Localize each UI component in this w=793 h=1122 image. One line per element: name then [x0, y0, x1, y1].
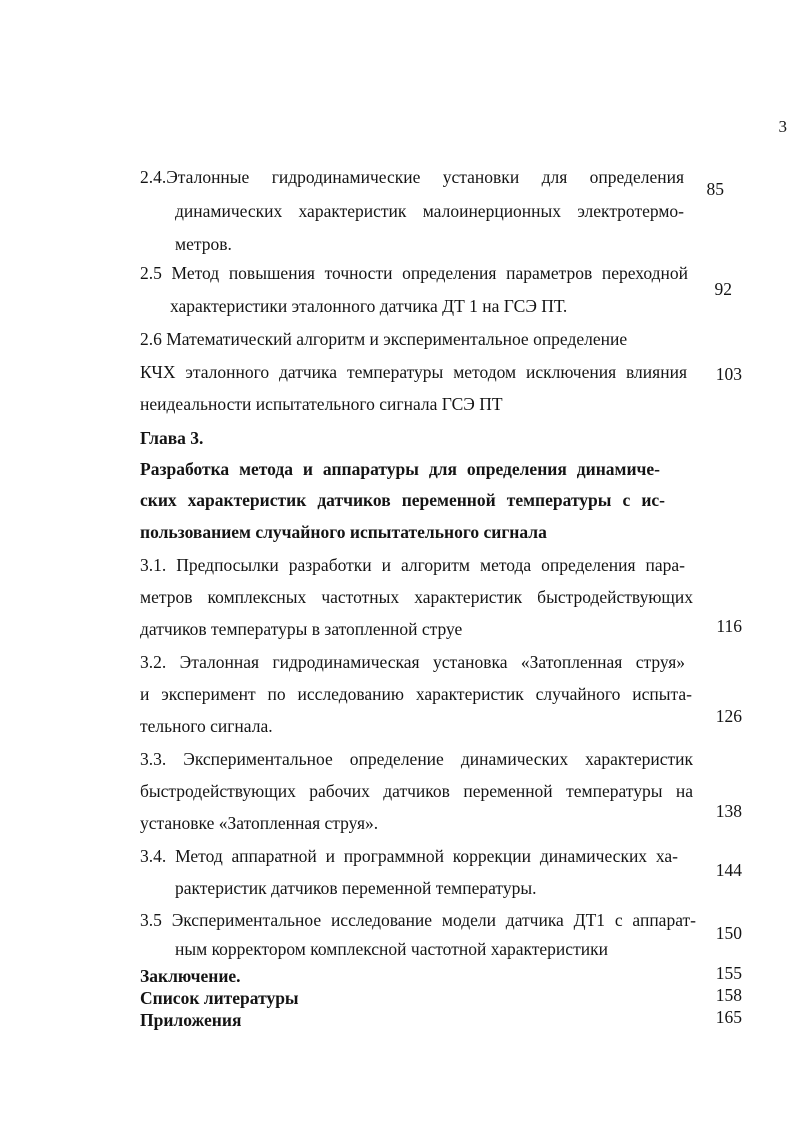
toc-entry-2-4-line-1: 2.4.Эталонные гидродинамические установки для определения [140, 167, 684, 187]
toc-entry-3-3-line-3: установке «Затопленная струя». [140, 813, 379, 833]
toc-entry-2-6-line-1: 2.6 Математический алгоритм и экспериментальное определение [140, 329, 628, 349]
toc-entry-2-6-page: 103 [715, 364, 742, 384]
toc-entry-3-3-line-2: быстродействующих рабочих датчиков переменной температуры на [140, 781, 693, 801]
toc-entry-3-2-line-2: и эксперимент по исследованию характеристик случайного испыта- [140, 684, 692, 704]
toc-conclusion-page: 155 [715, 963, 742, 983]
toc-entry-3-5-line-2: ным корректором комплексной частотной характеристики [175, 939, 608, 959]
page-number: 3 [778, 117, 787, 136]
toc-appendices-page: 165 [715, 1007, 742, 1027]
toc-entry-3-2-page: 126 [715, 706, 742, 726]
toc-entry-2-4-line-3: метров. [175, 234, 232, 254]
toc-appendices: Приложения [140, 1010, 242, 1030]
toc-entry-3-3-page: 138 [715, 801, 742, 821]
chapter-3-title-line-1: Разработка метода и аппаратуры для определения динамиче- [140, 459, 660, 479]
chapter-3-label: Глава 3. [140, 428, 204, 448]
toc-entry-3-3-line-1: 3.3. Экспериментальное определение динамических характеристик [140, 749, 693, 769]
toc-entry-3-5-line-1: 3.5 Экспериментальное исследование модели датчика ДТ1 с аппарат- [140, 910, 696, 930]
toc-entry-2-4-line-2: динамических характеристик малоинерционных электротермо- [175, 201, 684, 221]
toc-entry-3-4-line-1: 3.4. Метод аппаратной и программной коррекции динамических ха- [140, 846, 678, 866]
chapter-3-title-line-2: ских характеристик датчиков переменной температуры с ис- [140, 490, 665, 510]
chapter-3-title-line-3: пользованием случайного испытательного сигнала [140, 522, 547, 542]
toc-entry-2-5-line-2: характеристики эталонного датчика ДТ 1 на ГСЭ ПТ. [170, 296, 568, 316]
toc-bibliography: Список литературы [140, 988, 299, 1008]
toc-entry-2-6-line-2: КЧХ эталонного датчика температуры методом исключения влияния [140, 362, 687, 382]
toc-entry-2-4-page: 85 [706, 179, 724, 199]
toc-entry-3-1-line-2: метров комплексных частотных характеристик быстродействующих [140, 587, 693, 607]
toc-entry-3-4-line-2: рактеристик датчиков переменной температуры. [175, 878, 537, 898]
toc-entry-3-1-line-3: датчиков температуры в затопленной струе [140, 619, 463, 639]
toc-entry-3-1-line-1: 3.1. Предпосылки разработки и алгоритм метода определения пара- [140, 555, 685, 575]
toc-bibliography-page: 158 [715, 985, 742, 1005]
toc-entry-3-1-page: 116 [716, 616, 742, 636]
toc-conclusion: Заключение. [140, 966, 241, 986]
toc-entry-3-2-line-1: 3.2. Эталонная гидродинамическая установка «Затопленная струя» [140, 652, 685, 672]
toc-entry-2-5-page: 92 [714, 279, 732, 299]
toc-entry-3-5-page: 150 [715, 923, 742, 943]
toc-entry-3-2-line-3: тельного сигнала. [140, 716, 273, 736]
toc-entry-3-4-page: 144 [715, 860, 742, 880]
toc-entry-2-5-line-1: 2.5 Метод повышения точности определения параметров переходной [140, 263, 688, 283]
toc-entry-2-6-line-3: неидеальности испытательного сигнала ГСЭ ПТ [140, 394, 503, 414]
